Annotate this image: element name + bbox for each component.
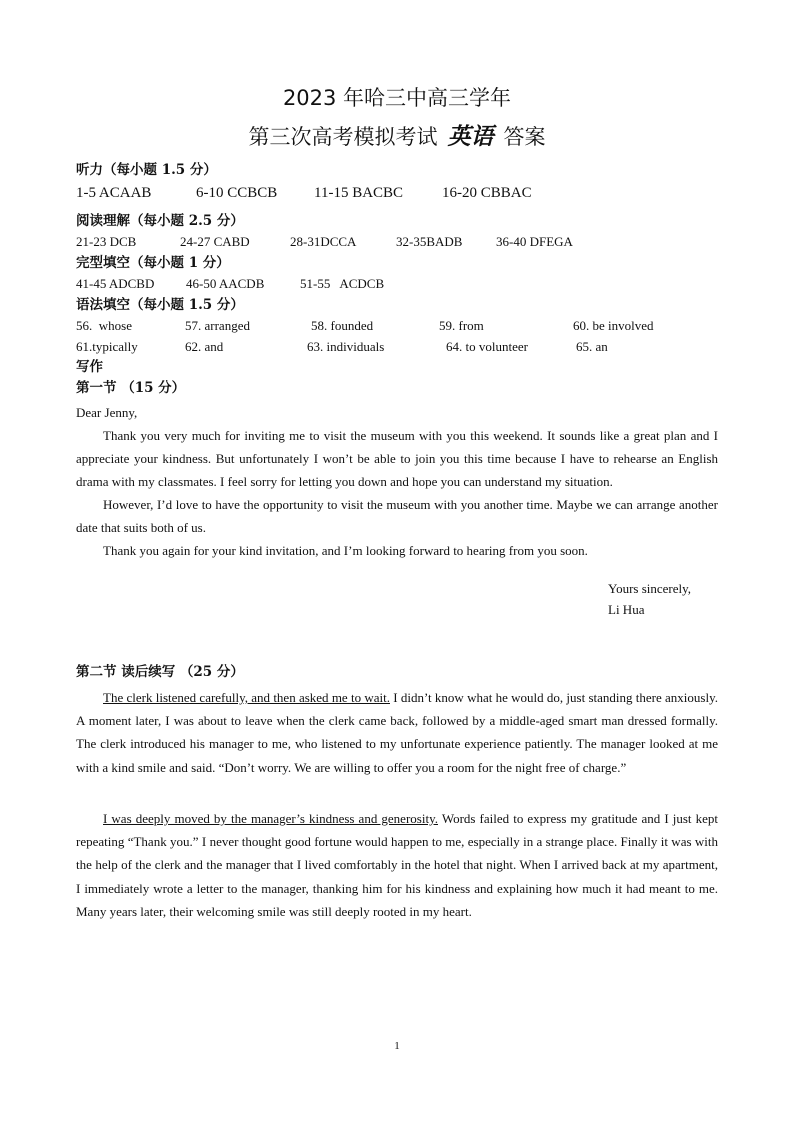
answer-group: 36-40 DFEGA	[496, 234, 573, 249]
page-title: 2023 年哈三中高三学年	[282, 86, 512, 110]
cloze-answers	[76, 276, 736, 296]
page-subtitle	[0, 122, 794, 152]
answer-item: 59. from	[439, 318, 484, 333]
letter-greeting: Dear Jenny,	[76, 405, 138, 420]
reading-answers	[76, 234, 736, 254]
reading-header: 阅读理解（每小题 2.5 分）	[76, 213, 244, 229]
grammar-header: 语法填空（每小题 1.5 分）	[76, 297, 244, 313]
listening-answers	[76, 185, 736, 205]
answer-group: 16-20 CBBAC	[442, 185, 532, 201]
grammar-answers-row2	[76, 339, 736, 359]
answer-group: 6-10 CCBCB	[196, 185, 278, 201]
answer-item: 63. individuals	[307, 339, 385, 354]
answer-group: 32-35BADB	[396, 234, 463, 249]
answer-item: 58. founded	[311, 318, 374, 333]
answer-group: 24-27 CABD	[180, 234, 250, 249]
answer-item: 57. arranged	[185, 318, 250, 333]
writing-header: 写作	[76, 359, 103, 375]
answer-group: 46-50 AACDB	[186, 276, 265, 291]
letter-paragraph: However, I’d love to have the opportunity to visit the museum with you another time. Maybe we can arrange another date that suits both of us.	[76, 497, 718, 536]
page-number: 1	[394, 1040, 400, 1052]
letter-paragraph: Thank you again for your kind invitation, and I’m looking forward to hearing from you soon.	[103, 543, 588, 558]
exam-name: 第三次高考模拟考试	[248, 125, 438, 149]
listening-header: 听力（每小题 1.5 分）	[76, 162, 217, 178]
writing-part1-header: 第一节 （15 分）	[76, 380, 186, 396]
letter-signature: Li Hua	[608, 602, 645, 617]
answer-item: 62. and	[185, 339, 224, 354]
letter-closing: Yours sincerely,	[608, 581, 692, 596]
answer-item: 60. be involved	[573, 318, 654, 333]
letter-paragraph: Thank you very much for inviting me to visit the museum with you this weekend. It sounds like a great plan and I appreciate your kindness. But unfortunately I won’t be able to join you this time because I have to rehearse an English drama with my classmates. I feel sorry for letting you down and hope you can understand my situation.	[76, 428, 718, 490]
answer-group: 21-23 DCB	[76, 234, 137, 249]
answer-item: 65. an	[576, 339, 608, 354]
answer-item: 56. whose	[76, 318, 132, 333]
answer-group: 51-55 ACDCB	[300, 276, 385, 291]
answer-item: 64. to volunteer	[446, 339, 528, 354]
answer-group: 1-5 ACAAB	[76, 185, 152, 201]
subject-name: 英语	[447, 123, 494, 150]
paragraph-body: Words failed to express my gratitude and I just kept repeating “Thank you.” I never thought good fortune would happen to me, especially in a strange place. Finally it was with the help of the clerk and the manager that I lived comfortably in the hotel that night. When I arrived back at my apartment, I immediately wrote a letter to the manager, thanking him for his kindness and explaining how much it had meant to me. Many years later, their welcoming smile was still deeply rooted in my heart.	[76, 811, 719, 919]
paragraph-body: I didn’t know what he would do, just standing there anxiously. A moment later, I was about to leave when the clerk came back, followed by a middle-aged smart man dressed formally. The clerk introduced his manager to me, who listened to my unfortunate experience patiently. The manager looked at me with a kind smile and said. “Don’t worry. We are willing to offer you a room for the night free of charge.”	[76, 690, 718, 775]
grammar-answers-row1	[76, 318, 736, 338]
continuation-paragraph	[76, 686, 718, 779]
answer-group: 11-15 BACBC	[314, 185, 404, 201]
answer-item: 61.typically	[76, 339, 138, 354]
cloze-header: 完型填空（每小题 1 分）	[76, 255, 230, 271]
given-opening-sentence: I was deeply moved by the manager’s kindness and generosity.	[103, 811, 438, 826]
continuation-paragraph	[76, 807, 718, 923]
writing-part2-header: 第二节 读后续写 （25 分）	[76, 664, 244, 680]
answer-group: 28-31DCCA	[290, 234, 357, 249]
given-opening-sentence: The clerk listened carefully, and then asked me to wait.	[103, 690, 390, 705]
answer-group: 41-45 ADCBD	[76, 276, 155, 291]
answer-label: 答案	[503, 125, 546, 149]
